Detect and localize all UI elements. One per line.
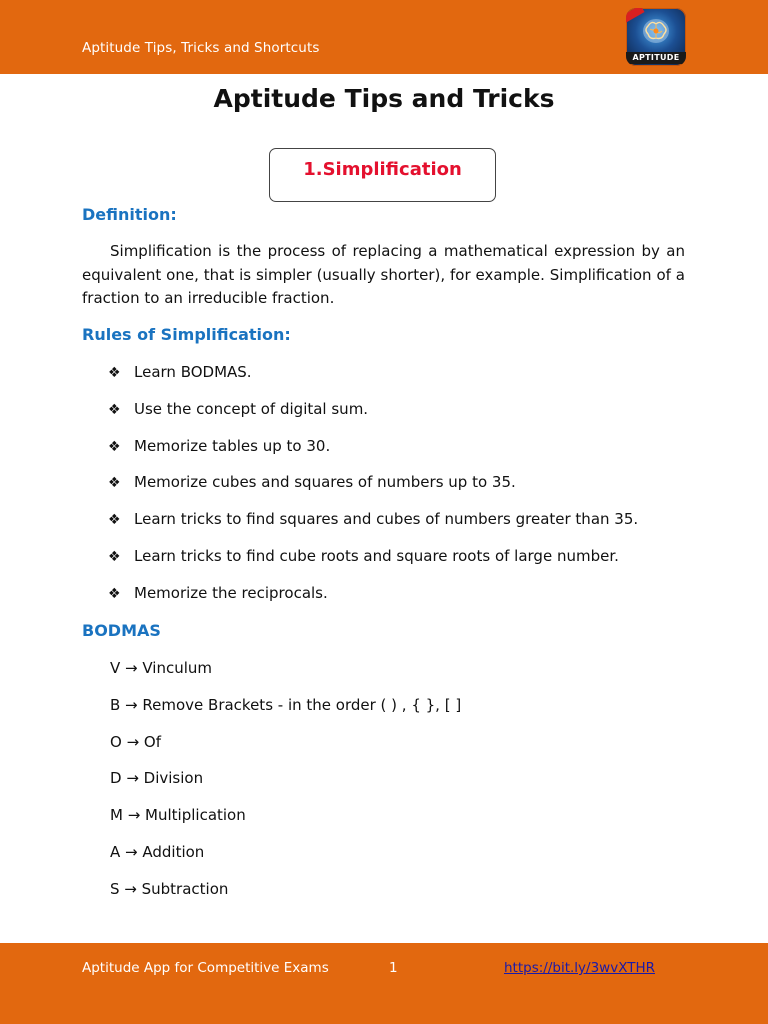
diamond-bullet-icon: ❖ bbox=[108, 548, 121, 565]
diamond-bullet-icon: ❖ bbox=[108, 475, 121, 492]
list-item-text: Memorize the reciprocals. bbox=[134, 583, 328, 602]
list-item: V → Vinculum bbox=[110, 659, 213, 677]
footer-text: Aptitude App for Competitive Exams bbox=[82, 960, 329, 976]
header-title: Aptitude Tips, Tricks and Shortcuts bbox=[82, 40, 320, 56]
rules-list bbox=[108, 362, 638, 620]
bodmas-list bbox=[110, 658, 461, 916]
list-item bbox=[108, 399, 638, 436]
list-item: B → Remove Brackets - in the order ( ) , { }, [ ] bbox=[110, 695, 462, 714]
definition-heading: Definition: bbox=[82, 205, 177, 224]
list-item bbox=[108, 546, 638, 583]
list-item-text: Use the concept of digital sum. bbox=[134, 399, 369, 418]
page-footer bbox=[0, 943, 768, 1024]
diamond-bullet-icon: ❖ bbox=[108, 438, 121, 455]
section-title: 1.Simplification bbox=[303, 159, 462, 180]
list-item bbox=[108, 472, 638, 509]
page-number: 1 bbox=[389, 960, 398, 976]
list-item bbox=[108, 583, 638, 620]
list-item bbox=[108, 436, 638, 473]
list-item-text: Memorize cubes and squares of numbers up to 35. bbox=[134, 473, 516, 492]
page-title: Aptitude Tips and Tricks bbox=[213, 84, 555, 113]
definition-paragraph: Simplification is the process of replacing a mathematical expression by an equivalent one, that is simpler (usually shorter), for example. Simplification of a fraction to an irreducible fraction. bbox=[82, 242, 685, 307]
diamond-bullet-icon: ❖ bbox=[108, 401, 121, 418]
list-item: A → Addition bbox=[110, 842, 205, 861]
list-item-text: Learn tricks to find cube roots and square roots of large number. bbox=[134, 546, 619, 565]
page-header bbox=[0, 0, 768, 74]
list-item-text: Learn tricks to find squares and cubes of numbers greater than 35. bbox=[134, 510, 639, 529]
section-title-box bbox=[269, 148, 496, 202]
brain-icon bbox=[640, 16, 672, 46]
list-item bbox=[108, 362, 638, 399]
list-item-text: Learn BODMAS. bbox=[134, 363, 252, 381]
list-item-text: Memorize tables up to 30. bbox=[134, 436, 331, 455]
bodmas-heading: BODMAS bbox=[82, 621, 161, 640]
list-item: D → Division bbox=[110, 769, 204, 788]
logo-label: APTITUDE bbox=[626, 52, 686, 64]
diamond-bullet-icon: ❖ bbox=[108, 512, 121, 529]
app-link[interactable]: https://bit.ly/3wvXTHR bbox=[504, 960, 655, 976]
list-item: M → Multiplication bbox=[110, 806, 246, 825]
aptitude-app-logo bbox=[626, 8, 686, 66]
list-item: S → Subtraction bbox=[110, 879, 229, 898]
rules-heading: Rules of Simplification: bbox=[82, 325, 291, 344]
list-item bbox=[108, 509, 638, 546]
list-item: O → Of bbox=[110, 732, 161, 751]
diamond-bullet-icon: ❖ bbox=[108, 365, 121, 381]
diamond-bullet-icon: ❖ bbox=[108, 585, 121, 602]
